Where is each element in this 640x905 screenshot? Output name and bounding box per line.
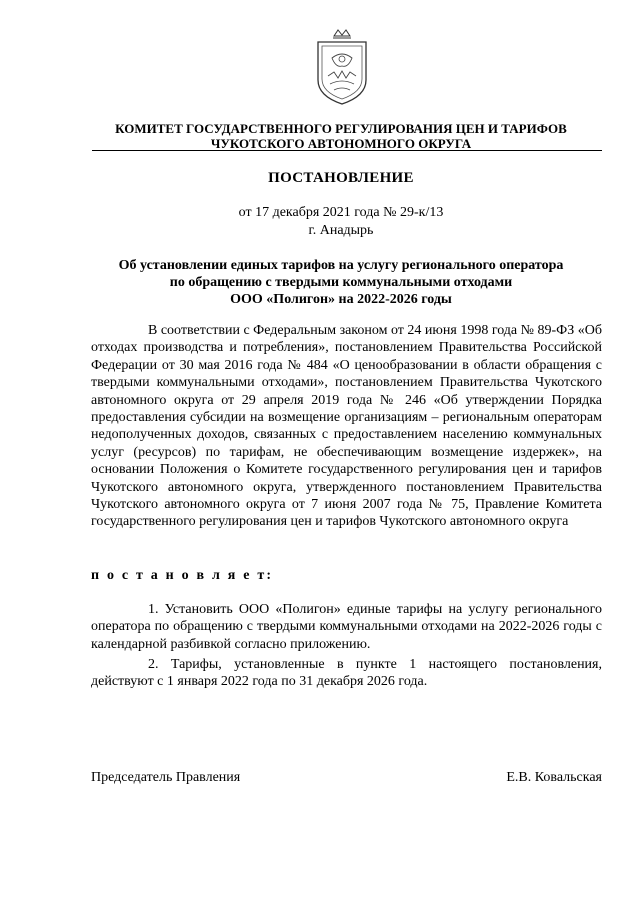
subject-line-2: по обращению с твердыми коммунальными отходами — [169, 275, 513, 290]
subject-line-3: ООО «Полигон» на 2022-2026 годы — [230, 292, 452, 307]
resolves-heading: п о с т а н о в л я е т: — [91, 568, 274, 583]
document-city: г. Анадырь — [308, 223, 374, 238]
document-date-number: от 17 декабря 2021 года № 29-к/13 — [238, 205, 444, 220]
resolution-item-2: 2. Тарифы, установленные в пункте 1 настоящего постановления, действуют с 1 января 2022 года по 31 декабря 2026 года. — [91, 657, 602, 690]
organization-line-2: ЧУКОТСКОГО АВТОНОМНОГО ОКРУГА — [210, 136, 472, 151]
preamble-paragraph: В соответствии с Федеральным законом от 24 июня 1998 года № 89-ФЗ «Об отходах производства и потребления», постановлением Правительства Российской Федерации от 30 мая 2016 года № 484 «О ценообразовании в области обращения с твердыми коммунальными отходами», постановлением Правительства Чукотского автономного округа от 29 апреля 2019 года № 246 «Об утверждении Порядка предоставления субсидии на возмещение организациям – региональным операторам недополученных доходов, связанных с предоставлением населению коммунальных услуг (ресурсов) по тарифам, не обеспечивающим возмещение издержек», на основании Положения о Комитете государственного регулирования цен и тарифов Чукотского автономного округа, утвержденного постановлением Правительства Чукотского автономного округа от 7 июня 2007 года № 75, Правление Комитета государственного регулирования цен и тарифов Чукотского автономного округа — [91, 323, 602, 530]
header-divider — [92, 150, 602, 151]
signatory-name: Е.В. Ковальская — [506, 770, 602, 785]
organization-name — [80, 121, 602, 151]
coat-of-arms-icon — [310, 28, 374, 106]
document-subject — [80, 257, 602, 308]
resolution-item-1: 1. Установить ООО «Полигон» единые тарифы на услугу регионального оператора по обращению с твердыми коммунальными отходами на 2022-2026 годы с календарной разбивкой согласно приложению. — [91, 602, 602, 652]
subject-line-1: Об установлении единых тарифов на услугу регионального оператора — [118, 258, 564, 273]
organization-line-1: КОМИТЕТ ГОСУДАРСТВЕННОГО РЕГУЛИРОВАНИЯ ЦЕН И ТАРИФОВ — [115, 121, 567, 136]
signatory-role: Председатель Правления — [91, 770, 241, 785]
document-title: ПОСТАНОВЛЕНИЕ — [268, 170, 414, 186]
